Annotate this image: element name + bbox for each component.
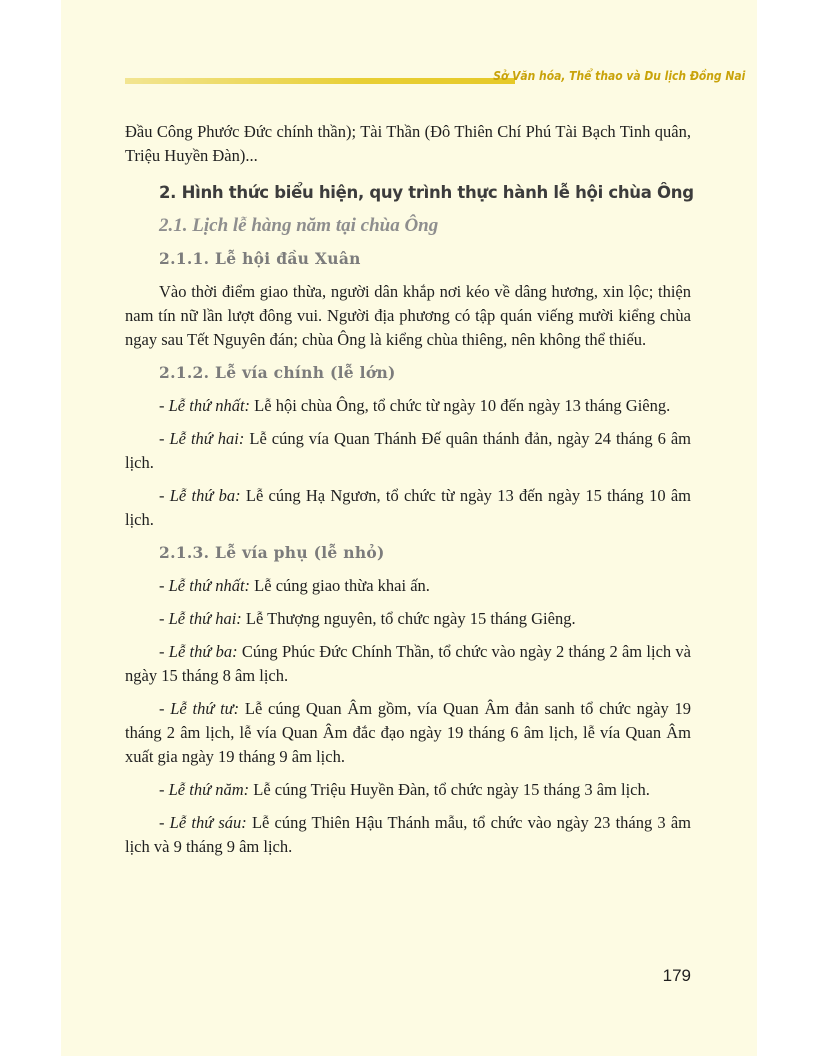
minor-ritual-item bbox=[125, 640, 691, 688]
intro-paragraph: Đầu Công Phước Đức chính thần); Tài Thần (Đô Thiên Chí Phú Tài Bạch Tinh quân, Triệu Huyền Đàn)... bbox=[125, 122, 691, 165]
section-2-1-2-heading: 2.1.2. Lễ vía chính (lễ lớn) bbox=[159, 363, 396, 382]
page-content bbox=[125, 120, 694, 868]
ritual-text: Lễ cúng Triệu Huyền Đàn, tổ chức ngày 15 tháng 3 âm lịch. bbox=[249, 780, 650, 799]
ritual-text: Lễ cúng Quan Âm gồm, vía Quan Âm đản sanh tổ chức ngày 19 tháng 2 âm lịch, lễ vía Quan Âm đắc đạo ngày 19 tháng 6 âm lịch, lễ vía Quan Âm xuất gia ngày 19 tháng 9 âm lịch. bbox=[125, 699, 692, 766]
ritual-text: Lễ cúng Hạ Ngươn, tổ chức từ ngày 13 đến ngày 15 tháng 10 âm lịch. bbox=[125, 486, 691, 529]
ritual-text: Lễ hội chùa Ông, tổ chức từ ngày 10 đến ngày 13 tháng Giêng. bbox=[250, 396, 671, 415]
section-2-1-3-heading: 2.1.3. Lễ vía phụ (lễ nhỏ) bbox=[159, 543, 385, 562]
section-2-heading: 2. Hình thức biểu hiện, quy trình thực hành lễ hội chùa Ông bbox=[159, 183, 694, 202]
minor-ritual-item bbox=[125, 574, 691, 598]
ritual-text: Lễ cúng vía Quan Thánh Đế quân thánh đản, ngày 24 tháng 6 âm lịch. bbox=[125, 429, 691, 472]
minor-ritual-item bbox=[125, 778, 691, 802]
header-rule bbox=[125, 78, 515, 84]
ritual-label: - Lễ thứ tư: bbox=[159, 699, 240, 718]
running-header: Sở Văn hóa, Thể thao và Du lịch Đồng Nai bbox=[493, 68, 746, 83]
ritual-label: - Lễ thứ nhất: bbox=[159, 576, 251, 595]
ritual-text: Lễ Thượng nguyên, tổ chức ngày 15 tháng Giêng. bbox=[241, 609, 576, 628]
ritual-label: - Lễ thứ ba: bbox=[159, 486, 241, 505]
section-2-1-heading: 2.1. Lịch lễ hàng năm tại chùa Ông bbox=[159, 215, 439, 236]
main-ritual-item bbox=[125, 427, 691, 475]
ritual-label: - Lễ thứ ba: bbox=[159, 642, 238, 661]
ritual-text: Lễ cúng Thiên Hậu Thánh mẫu, tổ chức vào ngày 23 tháng 3 âm lịch và 9 tháng 9 âm lịch. bbox=[125, 813, 691, 856]
ritual-text: Cúng Phúc Đức Chính Thần, tổ chức vào ngày 2 tháng 2 âm lịch và ngày 15 tháng 8 âm lịch. bbox=[125, 642, 691, 685]
ritual-label: - Lễ thứ nhất: bbox=[159, 396, 251, 415]
ritual-label: - Lễ thứ hai: bbox=[159, 429, 245, 448]
ritual-label: - Lễ thứ hai: bbox=[159, 609, 242, 628]
minor-ritual-item bbox=[125, 811, 691, 859]
section-2-1-1-heading: 2.1.1. Lễ hội đầu Xuân bbox=[159, 249, 361, 268]
ritual-label: - Lễ thứ sáu: bbox=[159, 813, 247, 832]
main-ritual-item bbox=[125, 394, 691, 418]
page-number: 179 bbox=[662, 966, 691, 985]
main-ritual-item bbox=[125, 484, 691, 532]
minor-ritual-item bbox=[125, 607, 691, 631]
book-page bbox=[61, 0, 757, 1056]
ritual-text: Lễ cúng giao thừa khai ấn. bbox=[250, 576, 430, 595]
section-2-1-1-paragraph: Vào thời điểm giao thừa, người dân khắp nơi kéo về dâng hương, xin lộc; thiện nam tín nữ lần lượt đông vui. Người địa phương có tập quán viếng mười kiểng chùa ngay sau Tết Nguyên đán; chùa Ông là kiểng chùa thiêng, nên không thể thiếu. bbox=[125, 282, 691, 349]
ritual-label: - Lễ thứ năm: bbox=[159, 780, 250, 799]
minor-ritual-item bbox=[125, 697, 691, 769]
